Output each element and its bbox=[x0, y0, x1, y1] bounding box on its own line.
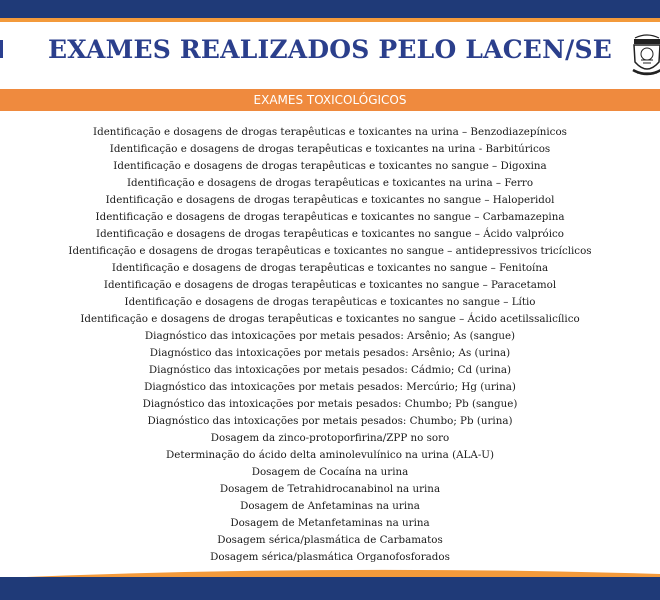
section-header: EXAMES TOXICOLÓGICOS bbox=[0, 89, 660, 111]
exam-item: Diagnóstico das intoxicações por metais pesados: Arsênio; As (sangue) bbox=[144, 330, 516, 342]
exam-item: Dosagem de Metanfetaminas na urina bbox=[230, 517, 430, 529]
exam-item: Identificação e dosagens de drogas terapêuticas e toxicantes na urina - Barbitúricos bbox=[109, 143, 551, 155]
exam-item: Identificação e dosagens de drogas terapêuticas e toxicantes no sangue – Fenitoína bbox=[111, 262, 549, 274]
exam-item: Dosagem de Anfetaminas na urina bbox=[240, 500, 420, 512]
exam-item: Dosagem sérica/plasmática de Carbamatos bbox=[217, 534, 443, 546]
exam-item: Identificação e dosagens de drogas terapêuticas e toxicantes no sangue – antidepressivos tricíclicos bbox=[68, 245, 592, 257]
exam-item: Identificação e dosagens de drogas terapêuticas e toxicantes no sangue – Paracetamol bbox=[103, 279, 557, 291]
institutional-seal-icon bbox=[629, 32, 660, 80]
exam-item: Identificação e dosagens de drogas terapêuticas e toxicantes no sangue – Digoxina bbox=[113, 160, 547, 172]
exam-item: Diagnóstico das intoxicações por metais pesados: Mercúrio; Hg (urina) bbox=[144, 381, 516, 393]
page-title: EXAMES REALIZADOS PELO LACEN/SE bbox=[48, 35, 612, 64]
exam-item: Identificação e dosagens de drogas terapêuticas e toxicantes no sangue – Carbamazepina bbox=[95, 211, 565, 223]
exam-item: Dosagem da zinco-protoporfirina/ZPP no soro bbox=[210, 432, 450, 444]
exam-item: Identificação e dosagens de drogas terapêuticas e toxicantes na urina – Ferro bbox=[126, 177, 534, 189]
exam-item: Identificação e dosagens de drogas terapêuticas e toxicantes no sangue – Lítio bbox=[124, 296, 536, 308]
exam-item: Identificação e dosagens de drogas terapêuticas e toxicantes no sangue – Haloperidol bbox=[105, 194, 555, 206]
exam-item: Diagnóstico das intoxicações por metais pesados: Chumbo; Pb (sangue) bbox=[142, 398, 518, 410]
exam-list bbox=[0, 124, 660, 566]
exam-item: Dosagem de Tetrahidrocanabinol na urina bbox=[219, 483, 441, 495]
exam-item: Dosagem sérica/plasmática Organofosforados bbox=[210, 551, 450, 563]
exam-item: Identificação e dosagens de drogas terapêuticas e toxicantes no sangue – Ácido acetilssalicílico bbox=[80, 313, 580, 325]
bottom-navy-band bbox=[0, 577, 660, 600]
exam-item: Diagnóstico das intoxicações por metais pesados: Arsênio; As (urina) bbox=[149, 347, 511, 359]
exam-item: Identificação e dosagens de drogas terapêuticas e toxicantes na urina – Benzodiazepínicos bbox=[93, 126, 567, 138]
exam-item: Identificação e dosagens de drogas terapêuticas e toxicantes no sangue – Ácido valpróico bbox=[96, 228, 564, 240]
top-navy-band bbox=[0, 0, 660, 18]
exam-item: Diagnóstico das intoxicações por metais pesados: Chumbo; Pb (urina) bbox=[147, 415, 513, 427]
exam-item: Dosagem de Cocaína na urina bbox=[251, 466, 409, 478]
top-orange-stripe bbox=[0, 18, 660, 22]
exam-item: Determinação do ácido delta aminolevulínico na urina (ALA-U) bbox=[165, 449, 494, 461]
exam-item: Diagnóstico das intoxicações por metais pesados: Cádmio; Cd (urina) bbox=[148, 364, 512, 376]
